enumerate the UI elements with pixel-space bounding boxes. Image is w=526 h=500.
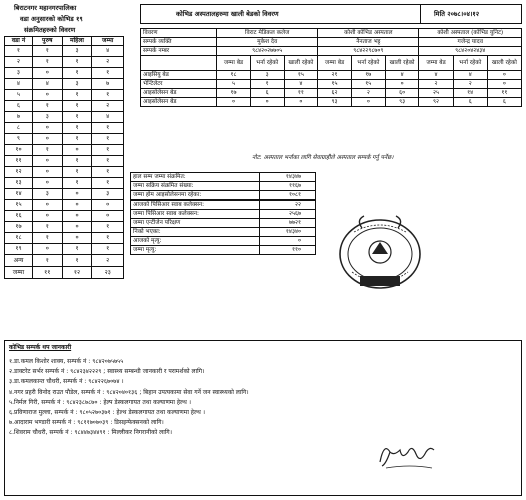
ward-cell-no: ३ [5,68,33,79]
ward-cell-male: ० [32,123,62,134]
ward-cell-no: १५ [5,200,33,211]
hospital-table-body [141,71,522,107]
hospital-name-bmc: विराट मेडिकल कलेज [217,29,318,38]
ward-row [5,222,124,233]
contact-number-row [141,47,522,56]
ward-row [5,123,124,134]
ward-cell-total: २ [92,101,124,112]
ward-row [5,90,124,101]
ward-cell-no: १० [5,145,33,156]
bed-subheader: भर्ना रहेको [351,56,385,71]
ward-cell-male: १ [32,145,62,156]
ward-cell-male: ११ [32,267,62,279]
ward-cell-no: १४ [5,189,33,200]
contact-person-bmc: मुकेश देव [217,38,318,47]
ward-table [4,36,124,279]
ward-cell-female: ० [62,211,92,222]
covid-stats-table [130,172,316,255]
bed-count: २१ [318,71,352,80]
covid-stats-body [131,173,316,255]
stat-row [131,246,316,255]
ward-cell-female: ३ [62,46,92,57]
ward-cell-male: ० [32,211,62,222]
stat-row [131,228,316,237]
bed-count: ६ [453,98,487,107]
stat-row [131,219,316,228]
ward-cell-female: १ [62,255,92,267]
ward-row [5,79,124,90]
stat-label: जम्मा एन्टीजेन परिक्षण [131,219,260,228]
ward-cell-total: २ [92,255,124,267]
ward-cell-female: १ [62,156,92,167]
bed-row-label: आइसोलेसन बेड [141,98,217,107]
stat-label: निको भएका: [131,228,260,237]
ward-header-no: वडा नं [5,37,33,46]
stat-label: जम्मा पिसिआर स्वाब कलेक्सन: [131,210,260,219]
ward-cell-no: २ [5,57,33,68]
bed-subheader: जम्मा बेड [217,56,251,71]
bed-count: १७ [351,71,385,80]
hospital-header-label: विवरण [141,29,217,38]
ward-cell-male: ० [32,244,62,255]
ward-row [5,134,124,145]
hospital-title-frame [140,4,522,24]
stat-label: आजको पिसिआर स्वाब कलेक्सन: [131,200,260,210]
stat-row [131,200,316,210]
ward-header-male: पुरुष [32,37,62,46]
stat-label: आजको मृत्यु: [131,237,260,246]
stat-value: ७७२१ [260,219,316,228]
stat-label: जम्मा होम आइसोलेसनमा रहेका: [131,191,260,201]
ward-header-total: जम्मा [92,37,124,46]
contact-number-koshi: ९८४२०४२४३४ [419,47,522,56]
bed-count: १५ [318,80,352,89]
ward-row [5,244,124,255]
stat-label: जम्मा सक्रिय संक्रमित संख्या: [131,182,260,191]
hospital-name-koshi-covid: कोशी कोभिड अस्पताल [318,29,419,38]
ward-cell-female: १ [62,112,92,123]
bed-count: ० [385,80,419,89]
ward-cell-male: ० [32,200,62,211]
ward-cell-total: १ [92,244,124,255]
contact-item: १.डा.कमल किशोर शाक्य, सम्पर्क नं : ९८४२०७५७५५ [9,358,124,365]
ward-cell-total: ४ [92,46,124,57]
hospital-name-koshi: कोशी अस्पताल (कोभिड युनिट) [419,29,522,38]
bed-subheader-row [141,56,522,71]
bed-row-label: आइसोलेसन बेड [141,89,217,98]
bed-count: १५ [284,71,318,80]
stat-row [131,182,316,191]
bed-count: ५ [217,80,251,89]
hospital-note: नोट: अस्पताल भर्नाका लागि सेवाग्राहीले अस्पताल सम्पर्क गर्नु पर्नेछ। [252,155,394,161]
bed-count: ० [487,80,521,89]
bed-row [141,80,522,89]
ward-cell-no: अन्य [5,255,33,267]
ward-cell-male: १ [32,57,62,68]
ward-row [5,167,124,178]
ward-cell-female: १ [62,178,92,189]
stat-row [131,210,316,219]
contact-number-bmc: ९८४२०२७७०५ [217,47,318,56]
ward-cell-no: ५ [5,90,33,101]
bed-count: ६० [385,89,419,98]
ward-cell-male: १ [32,46,62,57]
ward-cell-total: १ [92,156,124,167]
bed-subheader: भर्ना रहेको [453,56,487,71]
ward-cell-total: १ [92,233,124,244]
ward-cell-female: ० [62,189,92,200]
ward-title-line2: वडा अनुसारको कोभिड १९ [20,15,83,23]
stat-value: १४३४७ [260,173,316,182]
stat-row [131,237,316,246]
bed-count: ० [217,98,251,107]
contact-person-label: सम्पर्क व्यक्ति [141,38,217,47]
ward-cell-no: ७ [5,112,33,123]
ward-header-row [5,37,124,46]
ward-cell-no: १७ [5,222,33,233]
ward-cell-male: ० [32,68,62,79]
contact-person-koshi-covid: नैनताज भट्ट [318,38,419,47]
stat-label: जम्मा मृत्यु: [131,246,260,255]
contact-item: ३.डा.कमलकान्त चौधरी, सम्पर्क नं : ९८४२२६७०७४ । [9,378,124,386]
ward-cell-male: १ [32,233,62,244]
ward-cell-no: १ [5,46,33,57]
report-date: मिति २०७८।०४।१२ [434,10,480,18]
ward-cell-male: ० [32,178,62,189]
bed-row-label: भेन्टिलेटर [141,80,217,89]
contacts-list [9,357,249,439]
stat-value: १०८१ [260,191,316,201]
ward-cell-male: ३ [32,112,62,123]
ward-cell-no: ११ [5,156,33,167]
ward-row [5,112,124,123]
bed-count: ११ [284,89,318,98]
ward-row [5,255,124,267]
ward-header-female: महिला [62,37,92,46]
bed-subheader: खाली रहेको [284,56,318,71]
ward-cell-total: १ [92,167,124,178]
ward-cell-no: १८ [5,233,33,244]
bed-count: ४ [453,71,487,80]
ward-cell-female: १ [62,167,92,178]
bed-count: ० [250,98,284,107]
contact-number-label: सम्पर्क नम्बर [141,47,217,56]
ward-cell-male: ३ [32,189,62,200]
bed-count: २ [351,89,385,98]
bed-count: २ [419,80,453,89]
ward-row [5,145,124,156]
ward-cell-no: ४ [5,79,33,90]
stat-value: ० [260,237,316,246]
ward-cell-female: १ [62,101,92,112]
ward-cell-female: ० [62,233,92,244]
bed-count: ४ [284,80,318,89]
hospital-table-title: कोभिड अस्पतालहरुमा खाली बेडको विवरण [176,10,279,18]
bed-row [141,89,522,98]
ward-row [5,211,124,222]
ward-cell-female: १ [62,123,92,134]
stat-row [131,173,316,182]
ward-cell-total: १ [92,178,124,189]
contact-item: २.डाक्टरेट सर्भर सम्पर्क नं : ९८४२३४२२२९ ; स्वास्थ्य सम्बन्धी जानकारी र परामर्शको लागि। [9,368,205,376]
ward-cell-female: ० [62,200,92,211]
ward-cell-total: १ [92,68,124,79]
stat-value: २२ [260,200,316,210]
bed-count: ११ [487,89,521,98]
ward-row [5,156,124,167]
bed-count: १८ [217,71,251,80]
ward-cell-female: १ [62,57,92,68]
bed-count: १ [250,80,284,89]
bed-count: ३ [250,71,284,80]
bed-count: ० [284,98,318,107]
bed-row [141,98,522,107]
bed-count: ६ [487,98,521,107]
bed-count: ६ [250,89,284,98]
ward-cell-no: १३ [5,178,33,189]
bed-count: ४ [419,71,453,80]
bed-count: १७ [217,89,251,98]
bed-count: २ [453,80,487,89]
contact-item: ६.प्रविणाराज मुल्ला, सम्पर्क नं : ९८०५२७०३७१ : हेल्थ डेस्कलगायत तथा कल्याणमा हेल्थ । [9,409,205,417]
bed-count: ९३ [318,98,352,107]
bed-count: २५ [419,89,453,98]
bed-row [141,71,522,80]
ward-row [5,68,124,79]
ward-cell-total: ० [92,200,124,211]
ward-cell-female: १२ [62,267,92,279]
contact-person-koshi: गजेन्द्र यादव [419,38,522,47]
ward-cell-no: जम्मा [5,267,33,279]
ward-cell-total: ३ [92,189,124,200]
contact-item: ५.निर्मल गिरी, सम्पर्क नं : ९८४२३८७८७० : हेल्प डेस्कलगायत तथा कल्याणमा हेल्थ । [9,398,192,406]
contact-item: ७.आदाराम भण्डारी सम्पर्क नं : ९८११७०७०३९ : डिसइन्फेक्सनको लागि। [9,419,164,427]
bed-count: ० [351,98,385,107]
ward-title-line3: संक्रमितहरुको विवरण [24,26,76,34]
subheader-blank [141,56,217,71]
stat-value: ११० [260,246,316,255]
bed-count: १४ [453,89,487,98]
stat-row [131,191,316,201]
bed-subheader: भर्ना रहेको [250,56,284,71]
ward-cell-male: ० [32,134,62,145]
hospital-name-row [141,29,522,38]
ward-cell-total: १ [92,123,124,134]
bed-row-label: आइसियु बेड [141,71,217,80]
contacts-panel [4,340,522,496]
ward-cell-total: २३ [92,267,124,279]
ward-cell-no: ६ [5,101,33,112]
ward-cell-total: ४ [92,112,124,123]
ward-cell-no: १९ [5,244,33,255]
ward-cell-male: ० [32,90,62,101]
ward-cell-no: ९ [5,134,33,145]
ward-row [5,233,124,244]
ward-cell-total: १ [92,145,124,156]
ward-row [5,189,124,200]
ward-cell-female: १ [62,90,92,101]
stat-value: २५६७ [260,210,316,219]
contact-number-koshi-covid: ९८४२२९८७०९ [318,47,419,56]
ward-row [5,200,124,211]
ward-cell-total: ० [92,211,124,222]
bed-subheader: खाली रहेको [487,56,521,71]
ward-row [5,57,124,68]
ward-cell-total: १ [92,222,124,233]
contact-item: ४.नगर प्रहरी विनोद राउत पौडेल, सम्पर्क नं : ९८४२०४०१३६ ; बिहान उपत्यकामा सेवा गर्ने जन स्वास्थ्यको लागि। [9,388,249,396]
ward-cell-no: ८ [5,123,33,134]
bed-count: ० [487,71,521,80]
ward-row [5,46,124,57]
ward-table-body [5,46,124,279]
ward-cell-total: १ [92,90,124,101]
ward-cell-total: २ [92,57,124,68]
contact-item: ८.शिवराम चौधरी, सम्पर्क नं : ९८४४७३४४९१ : मिल्लीकर निगरानीको लागि। [9,429,172,437]
ward-cell-female: ० [62,222,92,233]
ward-cell-male: ० [32,156,62,167]
ward-cell-female: १ [62,68,92,79]
bed-count: ४ [385,71,419,80]
ward-row [5,101,124,112]
stat-value: ११६७ [260,182,316,191]
ward-cell-total: ७ [92,79,124,90]
ward-cell-male: १ [32,255,62,267]
stat-value: १४३४० [260,228,316,237]
ward-cell-male: १ [32,101,62,112]
title-divider [420,4,421,24]
ward-cell-total: १ [92,134,124,145]
contacts-title: कोभिड सम्पर्क थप जानकारी [9,344,72,351]
ward-cell-male: ० [32,167,62,178]
ward-cell-male: १ [32,222,62,233]
bed-count: ६२ [318,89,352,98]
stat-label: हाल सम्म जम्मा संक्रमित: [131,173,260,182]
ward-cell-male: ४ [32,79,62,90]
ward-cell-female: ० [62,145,92,156]
ward-cell-female: ३ [62,79,92,90]
ward-title-line1: बिराटनगर महानगरपालिका [14,4,77,12]
ward-cell-female: १ [62,134,92,145]
ward-cell-female: १ [62,244,92,255]
bed-subheader: खाली रहेको [385,56,419,71]
bed-count: १५ [351,80,385,89]
bed-subheader: जम्मा बेड [318,56,352,71]
hospital-table [140,28,522,107]
ward-cell-no: १६ [5,211,33,222]
bed-subheader: जम्मा बेड [419,56,453,71]
ward-row [5,178,124,189]
ward-row [5,267,124,279]
bed-count: ९३ [385,98,419,107]
contact-person-row [141,38,522,47]
bed-count: ९२ [419,98,453,107]
municipality-seal [334,212,426,298]
signature-image [376,438,436,470]
ward-cell-no: १२ [5,167,33,178]
